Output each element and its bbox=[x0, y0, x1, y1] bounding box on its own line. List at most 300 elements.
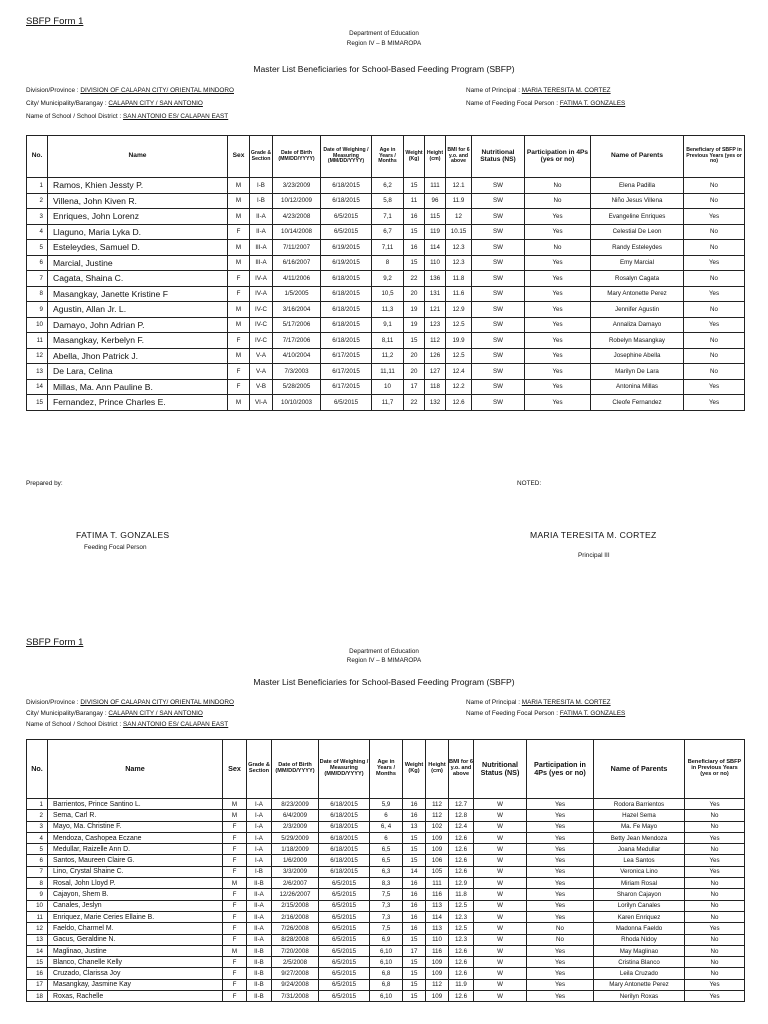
cell-weighing-date: 6/5/2015 bbox=[319, 934, 370, 945]
cell-birth-date: 5/17/2006 bbox=[273, 317, 321, 333]
cell-previous-beneficiary: No bbox=[684, 302, 745, 318]
cell-grade-section: VI-A bbox=[250, 395, 273, 411]
cell-grade-section: V-B bbox=[250, 379, 273, 395]
cell-height: 105 bbox=[426, 866, 449, 877]
cell-height: 119 bbox=[425, 224, 446, 240]
cell-sex: F bbox=[228, 224, 250, 240]
cell-nutritional-status: W bbox=[474, 844, 527, 855]
cell-bmi: 11.6 bbox=[446, 286, 472, 302]
cell-4ps: Yes bbox=[527, 945, 594, 956]
cell-4ps: Yes bbox=[527, 866, 594, 877]
cell-weight: 11 bbox=[404, 193, 425, 209]
cell-weight: 22 bbox=[404, 271, 425, 287]
cell-bmi: 12.3 bbox=[446, 255, 472, 271]
cell-nutritional-status: SW bbox=[472, 178, 525, 194]
cell-previous-beneficiary: No bbox=[684, 348, 745, 364]
col-nutritional-status-header: Nutritional Status (NS) bbox=[474, 740, 527, 799]
cell-age: 6,3 bbox=[370, 866, 403, 877]
cell-weight: 14 bbox=[403, 866, 426, 877]
cell-sex: M bbox=[228, 348, 250, 364]
cell-name: Maglinao, Justine bbox=[48, 945, 223, 956]
noter-name: MARIA TERESITA M. CORTEZ bbox=[530, 530, 657, 540]
cell-4ps: Yes bbox=[525, 255, 591, 271]
cell-nutritional-status: W bbox=[474, 945, 527, 956]
cell-height: 116 bbox=[426, 945, 449, 956]
cell-sex: F bbox=[223, 844, 247, 855]
cell-birth-date: 7/20/2008 bbox=[272, 945, 319, 956]
cell-no: 3 bbox=[27, 209, 48, 225]
cell-age: 6 bbox=[370, 832, 403, 843]
cell-nutritional-status: W bbox=[474, 799, 527, 810]
cell-weight: 15 bbox=[403, 855, 426, 866]
col-height-header: Height (cm) bbox=[425, 136, 446, 178]
cell-weighing-date: 6/5/2015 bbox=[319, 991, 370, 1002]
cell-grade-section: II-B bbox=[247, 945, 272, 956]
cell-bmi: 12.8 bbox=[449, 810, 474, 821]
cell-weight: 16 bbox=[403, 889, 426, 900]
cell-age: 8 bbox=[372, 255, 404, 271]
cell-age: 11,7 bbox=[372, 395, 404, 411]
cell-4ps: No bbox=[525, 193, 591, 209]
cell-weighing-date: 6/5/2015 bbox=[321, 224, 372, 240]
cell-no: 6 bbox=[27, 855, 48, 866]
cell-grade-section: IV-A bbox=[250, 271, 273, 287]
table-row bbox=[27, 968, 745, 979]
cell-sex: F bbox=[223, 911, 247, 922]
col-name-header: Name bbox=[48, 740, 223, 799]
cell-previous-beneficiary: Yes bbox=[685, 991, 745, 1002]
cell-nutritional-status: SW bbox=[472, 395, 525, 411]
cell-4ps: Yes bbox=[527, 911, 594, 922]
cell-previous-beneficiary: No bbox=[685, 934, 745, 945]
cell-bmi: 12.3 bbox=[449, 934, 474, 945]
cell-weight: 15 bbox=[403, 991, 426, 1002]
cell-grade-section: I-B bbox=[250, 178, 273, 194]
cell-grade-section: II-A bbox=[247, 900, 272, 911]
cell-birth-date: 6/16/2007 bbox=[273, 255, 321, 271]
cell-name: Medullar, Raizelle Ann D. bbox=[48, 844, 223, 855]
cell-4ps: Yes bbox=[525, 224, 591, 240]
cell-nutritional-status: W bbox=[474, 957, 527, 968]
cell-no: 8 bbox=[27, 878, 48, 889]
cell-birth-date: 2/15/2008 bbox=[272, 900, 319, 911]
cell-name: Masangkay, Jasmine Kay bbox=[48, 979, 223, 990]
cell-birth-date: 10/10/2003 bbox=[273, 395, 321, 411]
cell-parents: Rodora Barrientos bbox=[594, 799, 685, 810]
cell-weight: 17 bbox=[403, 945, 426, 956]
table-row bbox=[27, 193, 745, 209]
cell-weighing-date: 6/18/2015 bbox=[319, 855, 370, 866]
cell-4ps: No bbox=[527, 923, 594, 934]
cell-previous-beneficiary: No bbox=[684, 333, 745, 349]
cell-parents: Veronica Lino bbox=[594, 866, 685, 877]
cell-weighing-date: 6/18/2015 bbox=[319, 844, 370, 855]
col-sex-header: Sex bbox=[223, 740, 247, 799]
cell-age: 6, 4 bbox=[370, 821, 403, 832]
focal-person-info-2: Name of Feeding Focal Person : FATIMA T. GONZALES bbox=[466, 710, 626, 717]
cell-parents: Josephine Abella bbox=[591, 348, 684, 364]
cell-no: 15 bbox=[27, 957, 48, 968]
cell-weighing-date: 6/5/2015 bbox=[319, 979, 370, 990]
cell-sex: M bbox=[228, 395, 250, 411]
cell-4ps: Yes bbox=[525, 302, 591, 318]
cell-weighing-date: 6/18/2015 bbox=[321, 193, 372, 209]
cell-age: 6,7 bbox=[372, 224, 404, 240]
cell-height: 112 bbox=[426, 810, 449, 821]
cell-sex: F bbox=[223, 821, 247, 832]
cell-grade-section: II-B bbox=[247, 979, 272, 990]
cell-nutritional-status: SW bbox=[472, 333, 525, 349]
cell-no: 9 bbox=[27, 302, 48, 318]
cell-4ps: Yes bbox=[527, 979, 594, 990]
cell-4ps: Yes bbox=[527, 810, 594, 821]
cell-parents: Antonina Millas bbox=[591, 379, 684, 395]
cell-weight: 13 bbox=[403, 821, 426, 832]
cell-4ps: Yes bbox=[525, 286, 591, 302]
cell-name: Millas, Ma. Ann Pauline B. bbox=[48, 379, 228, 395]
cell-parents: May Maglinao bbox=[594, 945, 685, 956]
cell-age: 6,9 bbox=[370, 934, 403, 945]
cell-sex: F bbox=[223, 889, 247, 900]
cell-bmi: 12.3 bbox=[449, 911, 474, 922]
cell-no: 15 bbox=[27, 395, 48, 411]
cell-grade-section: III-A bbox=[250, 240, 273, 256]
cell-parents: Lea Santos bbox=[594, 855, 685, 866]
cell-birth-date: 4/10/2004 bbox=[273, 348, 321, 364]
cell-height: 96 bbox=[425, 193, 446, 209]
cell-birth-date: 2/16/2008 bbox=[272, 911, 319, 922]
cell-weighing-date: 6/5/2015 bbox=[319, 878, 370, 889]
col-name-header: Name bbox=[48, 136, 228, 178]
cell-weight: 16 bbox=[403, 878, 426, 889]
cell-bmi: 10.15 bbox=[446, 224, 472, 240]
cell-no: 14 bbox=[27, 945, 48, 956]
cell-height: 102 bbox=[426, 821, 449, 832]
cell-4ps: No bbox=[525, 240, 591, 256]
cell-name: Blanco, Chanelle Kelly bbox=[48, 957, 223, 968]
cell-nutritional-status: SW bbox=[472, 348, 525, 364]
cell-birth-date: 7/26/2008 bbox=[272, 923, 319, 934]
division-info-2: Division/Province : DIVISION OF CALAPAN CITY/ ORIENTAL MINDORO bbox=[26, 699, 234, 706]
cell-sex: M bbox=[223, 878, 247, 889]
cell-previous-beneficiary: No bbox=[685, 957, 745, 968]
cell-previous-beneficiary: No bbox=[685, 889, 745, 900]
cell-sex: F bbox=[223, 934, 247, 945]
table-row bbox=[27, 286, 745, 302]
cell-sex: M bbox=[223, 799, 247, 810]
cell-previous-beneficiary: Yes bbox=[684, 317, 745, 333]
cell-weight: 19 bbox=[404, 302, 425, 318]
cell-bmi: 12.6 bbox=[449, 968, 474, 979]
cell-no: 2 bbox=[27, 810, 48, 821]
cell-height: 112 bbox=[426, 799, 449, 810]
table-row bbox=[27, 855, 745, 866]
cell-nutritional-status: SW bbox=[472, 302, 525, 318]
cell-nutritional-status: SW bbox=[472, 286, 525, 302]
cell-parents: Cleofe Fernandez bbox=[591, 395, 684, 411]
cell-grade-section: III-A bbox=[250, 255, 273, 271]
cell-no: 13 bbox=[27, 934, 48, 945]
cell-previous-beneficiary: No bbox=[685, 900, 745, 911]
table-row bbox=[27, 878, 745, 889]
cell-name: Damayo, John Adrian P. bbox=[48, 317, 228, 333]
cell-grade-section: I-B bbox=[250, 193, 273, 209]
cell-nutritional-status: W bbox=[474, 832, 527, 843]
cell-age: 10 bbox=[372, 379, 404, 395]
cell-weighing-date: 6/5/2015 bbox=[321, 209, 372, 225]
cell-bmi: 12.5 bbox=[449, 923, 474, 934]
cell-previous-beneficiary: Yes bbox=[684, 379, 745, 395]
cell-parents: Betty Jean Mendoza bbox=[594, 832, 685, 843]
cell-birth-date: 1/18/2009 bbox=[272, 844, 319, 855]
cell-parents: Robelyn Masangkay bbox=[591, 333, 684, 349]
cell-parents: Rosalyn Cagata bbox=[591, 271, 684, 287]
cell-age: 6,8 bbox=[370, 968, 403, 979]
cell-4ps: Yes bbox=[527, 968, 594, 979]
table-header-row bbox=[27, 136, 745, 178]
col-nutritional-status-header: Nutritional Status (NS) bbox=[472, 136, 525, 178]
cell-weight: 15 bbox=[403, 957, 426, 968]
cell-weighing-date: 6/5/2015 bbox=[319, 945, 370, 956]
cell-no: 10 bbox=[27, 317, 48, 333]
cell-height: 132 bbox=[425, 395, 446, 411]
principal-info-2: Name of Principal : MARIA TERESITA M. CORTEZ bbox=[466, 699, 611, 706]
cell-nutritional-status: W bbox=[474, 968, 527, 979]
cell-weight: 15 bbox=[404, 178, 425, 194]
cell-weighing-date: 6/18/2015 bbox=[321, 178, 372, 194]
cell-nutritional-status: SW bbox=[472, 240, 525, 256]
cell-bmi: 12.6 bbox=[449, 832, 474, 843]
cell-4ps: Yes bbox=[525, 317, 591, 333]
cell-bmi: 12.5 bbox=[446, 317, 472, 333]
cell-weighing-date: 6/18/2015 bbox=[319, 821, 370, 832]
cell-4ps: No bbox=[525, 178, 591, 194]
cell-bmi: 12.2 bbox=[446, 379, 472, 395]
cell-birth-date: 3/23/2009 bbox=[273, 178, 321, 194]
cell-parents: Leila Cruzado bbox=[594, 968, 685, 979]
cell-4ps: Yes bbox=[525, 271, 591, 287]
cell-no: 1 bbox=[27, 799, 48, 810]
table-row bbox=[27, 911, 745, 922]
cell-4ps: Yes bbox=[527, 878, 594, 889]
cell-name: Roxas, Rachelle bbox=[48, 991, 223, 1002]
cell-age: 6,8 bbox=[370, 979, 403, 990]
cell-age: 5,8 bbox=[372, 193, 404, 209]
cell-previous-beneficiary: No bbox=[685, 844, 745, 855]
cell-bmi: 12.6 bbox=[449, 957, 474, 968]
cell-weighing-date: 6/5/2015 bbox=[319, 957, 370, 968]
cell-weight: 16 bbox=[403, 810, 426, 821]
col-age-header: Age in Years / Months bbox=[370, 740, 403, 799]
col-4ps-header: Participation in 4Ps (yes or no) bbox=[527, 740, 594, 799]
cell-sex: M bbox=[228, 209, 250, 225]
cell-weighing-date: 6/19/2015 bbox=[321, 240, 372, 256]
cell-sex: M bbox=[228, 240, 250, 256]
cell-age: 9,1 bbox=[372, 317, 404, 333]
cell-nutritional-status: SW bbox=[472, 209, 525, 225]
cell-name: Villena, John Kiven R. bbox=[48, 193, 228, 209]
cell-name: Ramos, Khien Jessty P. bbox=[48, 178, 228, 194]
cell-bmi: 12 bbox=[446, 209, 472, 225]
cell-weighing-date: 6/5/2015 bbox=[319, 923, 370, 934]
form-label: SBFP Form 1 bbox=[26, 16, 84, 27]
cell-grade-section: I-A bbox=[247, 799, 272, 810]
cell-bmi: 12.6 bbox=[449, 844, 474, 855]
cell-age: 7,11 bbox=[372, 240, 404, 256]
cell-name: Cajayon, Shem B. bbox=[48, 889, 223, 900]
cell-height: 111 bbox=[425, 178, 446, 194]
cell-age: 6,2 bbox=[372, 178, 404, 194]
cell-birth-date: 7/3/2003 bbox=[273, 364, 321, 380]
cell-parents: Joana Medullar bbox=[594, 844, 685, 855]
cell-previous-beneficiary: No bbox=[685, 878, 745, 889]
cell-no: 5 bbox=[27, 844, 48, 855]
cell-4ps: Yes bbox=[527, 991, 594, 1002]
cell-sex: F bbox=[223, 979, 247, 990]
cell-grade-section: I-A bbox=[247, 832, 272, 843]
cell-weight: 19 bbox=[404, 317, 425, 333]
cell-bmi: 12.5 bbox=[446, 348, 472, 364]
cell-grade-section: II-B bbox=[247, 957, 272, 968]
col-grade-section-header: Grade & Section bbox=[250, 136, 273, 178]
department-name: Department of Education bbox=[349, 30, 419, 37]
cell-previous-beneficiary: No bbox=[685, 810, 745, 821]
cell-sex: M bbox=[228, 302, 250, 318]
cell-bmi: 12.6 bbox=[449, 991, 474, 1002]
cell-weight: 15 bbox=[403, 934, 426, 945]
prepared-by-label: Prepared by: bbox=[26, 480, 63, 487]
cell-age: 6 bbox=[370, 810, 403, 821]
cell-weight: 17 bbox=[404, 379, 425, 395]
table-row bbox=[27, 844, 745, 855]
cell-no: 4 bbox=[27, 224, 48, 240]
cell-previous-beneficiary: Yes bbox=[684, 286, 745, 302]
cell-weighing-date: 6/17/2015 bbox=[321, 364, 372, 380]
table-row bbox=[27, 821, 745, 832]
cell-previous-beneficiary: No bbox=[684, 271, 745, 287]
cell-birth-date: 8/28/2008 bbox=[272, 934, 319, 945]
cell-weight: 16 bbox=[403, 923, 426, 934]
table-row bbox=[27, 832, 745, 843]
cell-no: 16 bbox=[27, 968, 48, 979]
cell-name: Gacus, Geraldine N. bbox=[48, 934, 223, 945]
cell-sex: F bbox=[228, 286, 250, 302]
beneficiaries-table-2 bbox=[26, 739, 745, 1002]
cell-name: Agustin, Allan Jr. L. bbox=[48, 302, 228, 318]
cell-weighing-date: 6/18/2015 bbox=[319, 799, 370, 810]
cell-sex: F bbox=[223, 968, 247, 979]
cell-height: 116 bbox=[426, 889, 449, 900]
cell-no: 14 bbox=[27, 379, 48, 395]
cell-height: 109 bbox=[426, 968, 449, 979]
cell-weight: 16 bbox=[403, 900, 426, 911]
cell-birth-date: 3/16/2004 bbox=[273, 302, 321, 318]
cell-name: Cruzado, Clarissa Joy bbox=[48, 968, 223, 979]
cell-birth-date: 10/14/2008 bbox=[273, 224, 321, 240]
cell-previous-beneficiary: No bbox=[684, 364, 745, 380]
region-name: Region IV – B MIMAROPA bbox=[346, 40, 422, 47]
cell-name: Rosal, John Lloyd P. bbox=[48, 878, 223, 889]
table-row bbox=[27, 317, 745, 333]
cell-nutritional-status: SW bbox=[472, 271, 525, 287]
cell-no: 7 bbox=[27, 866, 48, 877]
cell-parents: Karen Enriquez bbox=[594, 911, 685, 922]
table-row bbox=[27, 255, 745, 271]
col-weight-header: Weight (Kg) bbox=[403, 740, 426, 799]
cell-age: 6,5 bbox=[370, 844, 403, 855]
cell-nutritional-status: W bbox=[474, 934, 527, 945]
cell-birth-date: 4/11/2006 bbox=[273, 271, 321, 287]
cell-bmi: 12.9 bbox=[446, 302, 472, 318]
cell-age: 6,10 bbox=[370, 945, 403, 956]
table-row bbox=[27, 271, 745, 287]
cell-parents: Annaliza Damayo bbox=[591, 317, 684, 333]
cell-weighing-date: 6/18/2015 bbox=[321, 317, 372, 333]
cell-name: Cagata, Shaina C. bbox=[48, 271, 228, 287]
table-row bbox=[27, 799, 745, 810]
cell-no: 4 bbox=[27, 832, 48, 843]
cell-birth-date: 9/27/2008 bbox=[272, 968, 319, 979]
cell-previous-beneficiary: Yes bbox=[685, 979, 745, 990]
cell-height: 110 bbox=[425, 255, 446, 271]
cell-grade-section: I-A bbox=[247, 821, 272, 832]
cell-birth-date: 1/5/2005 bbox=[273, 286, 321, 302]
cell-nutritional-status: SW bbox=[472, 364, 525, 380]
preparer-name: FATIMA T. GONZALES bbox=[76, 530, 170, 540]
col-parents-header: Name of Parents bbox=[594, 740, 685, 799]
table-row bbox=[27, 957, 745, 968]
col-weighing-date-header: Date of Weighing / Measuring (MM/DD/YYYY) bbox=[321, 136, 372, 178]
city-info-2: City/ Municipality/Barangay : CALAPAN CITY / SAN ANTONIO bbox=[26, 710, 203, 717]
table-row bbox=[27, 866, 745, 877]
cell-weighing-date: 6/18/2015 bbox=[321, 286, 372, 302]
cell-weighing-date: 6/5/2015 bbox=[319, 889, 370, 900]
cell-previous-beneficiary: No bbox=[685, 911, 745, 922]
cell-grade-section: II-A bbox=[247, 923, 272, 934]
cell-name: Enriques, John Lorenz bbox=[48, 209, 228, 225]
cell-parents: Mary Antonette Perez bbox=[594, 979, 685, 990]
cell-parents: Cristina Blanco bbox=[594, 957, 685, 968]
cell-age: 9,2 bbox=[372, 271, 404, 287]
cell-4ps: Yes bbox=[527, 900, 594, 911]
cell-4ps: Yes bbox=[525, 348, 591, 364]
table-row bbox=[27, 240, 745, 256]
cell-height: 113 bbox=[426, 923, 449, 934]
cell-name: Faeldo, Charmel M. bbox=[48, 923, 223, 934]
table-row bbox=[27, 889, 745, 900]
cell-height: 115 bbox=[425, 209, 446, 225]
cell-parents: Mary Antonette Perez bbox=[591, 286, 684, 302]
table-row bbox=[27, 979, 745, 990]
page-title-2: Master List Beneficiaries for School-Based Feeding Program (SBFP) bbox=[253, 677, 515, 687]
cell-parents: Rhoda Nidoy bbox=[594, 934, 685, 945]
col-birth-date-header: Date of Birth (MM/DD/YYYY) bbox=[273, 136, 321, 178]
cell-bmi: 12.6 bbox=[449, 866, 474, 877]
cell-grade-section: II-A bbox=[247, 911, 272, 922]
cell-birth-date: 2/3/2009 bbox=[272, 821, 319, 832]
cell-grade-section: I-A bbox=[247, 810, 272, 821]
cell-age: 11,2 bbox=[372, 348, 404, 364]
cell-birth-date: 9/24/2008 bbox=[272, 979, 319, 990]
cell-weighing-date: 6/5/2015 bbox=[319, 968, 370, 979]
cell-grade-section: I-A bbox=[247, 855, 272, 866]
cell-bmi: 12.1 bbox=[446, 178, 472, 194]
cell-nutritional-status: W bbox=[474, 810, 527, 821]
cell-sex: M bbox=[228, 193, 250, 209]
cell-previous-beneficiary: Yes bbox=[685, 923, 745, 934]
cell-weight: 15 bbox=[404, 224, 425, 240]
cell-nutritional-status: SW bbox=[472, 317, 525, 333]
